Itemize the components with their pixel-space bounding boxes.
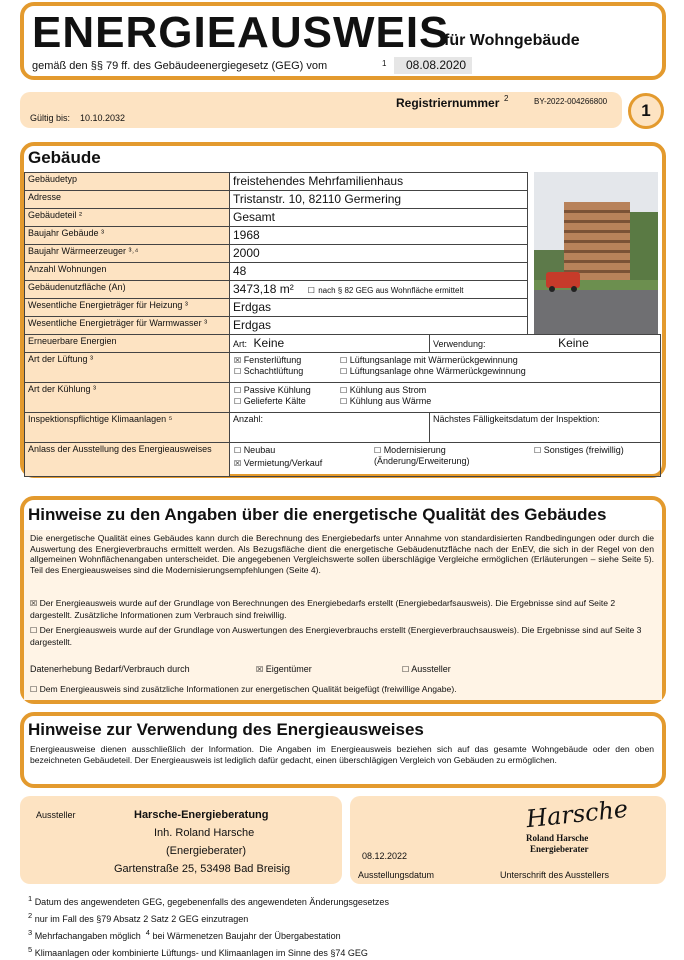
aussteller-label: Aussteller bbox=[36, 810, 76, 820]
checkbox-fenster[interactable]: ☒ bbox=[234, 356, 242, 365]
row-label-typ: Gebäudetyp bbox=[25, 173, 230, 191]
footnote-3-4: $^3$ Mehrfachangaben möglich $^4$ bei Wärmenetzen Baujahr der Übergabestation bbox=[28, 928, 341, 941]
checkbox-strom[interactable]: ☐ bbox=[340, 386, 348, 395]
checkbox-neubau[interactable]: ☐ bbox=[234, 446, 242, 455]
lueftung-opt-ohne-wrg: Lüftungsanlage ohne Wärmerückgewinnung bbox=[349, 366, 526, 376]
daten-opt-aussteller: Aussteller bbox=[411, 664, 451, 674]
checkbox-passiv[interactable]: ☐ bbox=[234, 386, 242, 395]
law-date: 08.08.2020 bbox=[394, 57, 472, 74]
doc-subtitle: für Wohngebäude bbox=[444, 32, 580, 49]
lueftung-label: Art der Lüftung ³ bbox=[25, 353, 230, 383]
hinweise-opt1: Der Energieausweis wurde auf der Grundlage von Berechnungen des Energiebedarfs erstellt (Energiebedarfsausweis). Die Ergebnisse sind auf Seite 2 dargestellt. Zusätzliche Informationen zum Verbrauch sind freiwillig. bbox=[30, 598, 616, 620]
hinweise-title: Hinweise zu den Angaben über die energetische Qualität des Gebäudes bbox=[28, 505, 607, 524]
lueftung-opt-schacht: Schachtlüftung bbox=[243, 366, 304, 376]
footnotes bbox=[28, 892, 389, 960]
art-value: Keine bbox=[253, 336, 285, 350]
checkbox-schacht[interactable]: ☐ bbox=[234, 367, 242, 376]
aussteller-name: Harsche-Energieberatung bbox=[134, 809, 269, 821]
date-label: Ausstellungsdatum bbox=[358, 870, 435, 880]
gebaeude-table-2 bbox=[24, 334, 661, 477]
erneuerbar-label: Erneuerbare Energien bbox=[25, 335, 230, 353]
verw-value: Keine bbox=[558, 336, 589, 350]
checkbox-ohne-wrg[interactable]: ☐ bbox=[340, 367, 348, 376]
kuehlung-opt-waerme: Kühlung aus Wärme bbox=[349, 396, 432, 406]
footnote-2: $^2$ nur im Fall des §79 Absatz 2 Satz 2 GEG einzutragen bbox=[28, 911, 249, 924]
checkbox-kaelte[interactable]: ☐ bbox=[234, 397, 242, 406]
reg-number: BY-2022-004266800 bbox=[534, 97, 608, 106]
footnote-1: $^1$ Datum des angewendeten GEG, gegebenenfalls des angewendeten Änderungsgesetzes bbox=[28, 894, 389, 907]
checkbox-waerme[interactable]: ☐ bbox=[340, 397, 348, 406]
signature: Harsche bbox=[524, 794, 630, 834]
nutz-opt-text: nach § 82 GEG aus Wohnfläche ermittelt bbox=[318, 286, 464, 295]
gebaeude-table bbox=[24, 172, 528, 335]
law-sup: 1 bbox=[382, 59, 387, 68]
anlass-label: Anlass der Ausstellung des Energieausweises bbox=[25, 443, 230, 477]
checkbox-zusatz[interactable]: ☐ bbox=[30, 685, 38, 694]
anlass-opt-modernisierung: Modernisierung (Änderung/Erweiterung) bbox=[374, 445, 470, 466]
doc-title: ENERGIEAUSWEIS bbox=[32, 8, 450, 57]
checkbox-verbrauch[interactable]: ☐ bbox=[30, 626, 38, 635]
aussteller-role: (Energieberater) bbox=[166, 845, 247, 857]
lueftung-opt-mit-wrg: Lüftungsanlage mit Wärmerückgewinnung bbox=[349, 355, 518, 365]
aussteller-inh: Inh. Roland Harsche bbox=[154, 827, 255, 839]
row-label-warmwasser: Wesentliche Energieträger für Warmwasser ³ bbox=[25, 317, 230, 335]
aussteller-addr: Gartenstraße 25, 53498 Bad Breisig bbox=[114, 863, 291, 875]
checkbox-bedarf[interactable]: ☒ bbox=[30, 599, 38, 608]
hinweise-opt2: Der Energieausweis wurde auf der Grundlage von Auswertungen des Energieverbrauchs erstellt (Energieverbrauchsausweis). Die Ergebnisse sind auf Seite 3 dargestellt. bbox=[30, 625, 642, 647]
hinweise-para1: Die energetische Qualität eines Gebäudes kann durch die Berechnung des Energiebedarfs unter Annahme von standardisierten Randbedingungen oder durch die Auswertung des Energieverbrauchs ermittelt werden. Als Bezugsfläche dient die energetische Gebäudenutzfläche nach der EnEV, die sich in der Regel von den allgemeinen Wohnflächenangaben unterscheidet. Die angegebenen Vergleichswerte sollen überschlägige Vergleiche ermöglichen (Erläuterungen – siehe Seite 5). Teil des Energieausweises sind die Modernisierungsempfehlungen (Seite 4). bbox=[30, 533, 654, 575]
row-value-typ: freistehendes Mehrfamilienhaus bbox=[230, 173, 528, 191]
checkbox-sonstiges[interactable]: ☐ bbox=[534, 446, 542, 455]
kuehlung-opt-strom: Kühlung aus Strom bbox=[349, 385, 427, 395]
valid-label: Gültig bis: bbox=[30, 113, 71, 123]
row-label-baujahr: Baujahr Gebäude ³ bbox=[25, 227, 230, 245]
kuehlung-opt-passiv: Passive Kühlung bbox=[243, 385, 311, 395]
stamp-role: Energieberater bbox=[530, 844, 589, 854]
row-label-adresse: Adresse bbox=[25, 191, 230, 209]
anlass-opt-sonstiges: Sonstiges (freiwillig) bbox=[543, 445, 624, 455]
checkbox-vermietung[interactable]: ☒ bbox=[234, 459, 242, 468]
checkbox-eigentuemer[interactable]: ☒ bbox=[256, 665, 264, 674]
row-value-heizung: Erdgas bbox=[230, 299, 528, 317]
reg-sup: 2 bbox=[504, 94, 509, 103]
anlass-opt-neubau: Neubau bbox=[243, 445, 276, 455]
lueftung-opt-fenster: Fensterlüftung bbox=[243, 355, 302, 365]
verwendung-text: Energieausweise dienen ausschließlich der Information. Die Angaben im Energieausweis beziehen sich auf das gesamte Wohngebäude oder den oben bezeichneten Gebäudeteil. Der Energieausweis ist lediglich dafür gedacht, einen überschlägigen Vergleich von Gebäuden zu ermöglichen. bbox=[30, 744, 654, 765]
verwendung-title: Hinweise zur Verwendung des Energieausweises bbox=[28, 720, 424, 739]
verw-label: Verwendung: bbox=[433, 339, 486, 349]
signature-label: Unterschrift des Ausstellers bbox=[500, 870, 610, 880]
checkbox-mit-wrg[interactable]: ☐ bbox=[340, 356, 348, 365]
gebaeude-title: Gebäude bbox=[28, 148, 101, 167]
stamp-name: Roland Harsche bbox=[526, 833, 589, 843]
row-label-flaeche: Gebäudenutzfläche (An) bbox=[25, 281, 230, 299]
daten-label: Datenerhebung Bedarf/Verbrauch durch bbox=[30, 664, 190, 674]
page-number-text: 1 bbox=[641, 101, 651, 120]
row-value-teil: Gesamt bbox=[230, 209, 528, 227]
faellig-label: Nächstes Fälligkeitsdatum der Inspektion: bbox=[430, 413, 661, 443]
hinweise-opt3: Dem Energieausweis sind zusätzliche Informationen zur energetischen Qualität beigefügt (freiwillige Angabe). bbox=[39, 684, 457, 694]
aussteller-date: 08.12.2022 bbox=[362, 851, 408, 861]
checkbox-aussteller[interactable]: ☐ bbox=[402, 665, 410, 674]
row-label-wohnungen: Anzahl Wohnungen bbox=[25, 263, 230, 281]
row-value-waerme: 2000 bbox=[230, 245, 528, 263]
anlass-opt-vermietung: Vermietung/Verkauf bbox=[243, 458, 323, 468]
row-value-wohnungen: 48 bbox=[230, 263, 528, 281]
footnote-5: $^5$ Klimaanlagen oder kombinierte Lüftungs- und Klimaanlagen im Sinne des §74 GEG bbox=[28, 945, 368, 958]
building-photo bbox=[534, 172, 658, 334]
row-label-heizung: Wesentliche Energieträger für Heizung ³ bbox=[25, 299, 230, 317]
row-value-adresse: Tristanstr. 10, 82110 Germering bbox=[230, 191, 528, 209]
klima-label: Inspektionspflichtige Klimaanlagen ⁵ bbox=[25, 413, 230, 443]
row-label-waerme: Baujahr Wärmeerzeuger ³˒⁴ bbox=[25, 245, 230, 263]
row-value-flaeche: 3473,18 m² bbox=[233, 282, 294, 296]
daten-opt-eigentuemer: Eigentümer bbox=[265, 664, 312, 674]
law-text: gemäß den §§ 79 ff. des Gebäudeenergiegesetz (GEG) vom bbox=[32, 60, 328, 72]
checkbox-modernisierung[interactable]: ☐ bbox=[374, 446, 382, 455]
art-label: Art: bbox=[233, 339, 248, 349]
row-value-baujahr: 1968 bbox=[230, 227, 528, 245]
valid-date: 10.10.2032 bbox=[80, 113, 126, 123]
reg-label: Registriernummer bbox=[396, 96, 500, 110]
page-number bbox=[628, 93, 664, 129]
row-label-teil: Gebäudeteil ² bbox=[25, 209, 230, 227]
row-value-warmwasser: Erdgas bbox=[230, 317, 528, 335]
anzahl-label: Anzahl: bbox=[230, 413, 430, 443]
kuehlung-opt-kaelte: Gelieferte Kälte bbox=[243, 396, 306, 406]
kuehlung-label: Art der Kühlung ³ bbox=[25, 383, 230, 413]
checkbox-82geg[interactable]: ☐ bbox=[307, 286, 315, 295]
